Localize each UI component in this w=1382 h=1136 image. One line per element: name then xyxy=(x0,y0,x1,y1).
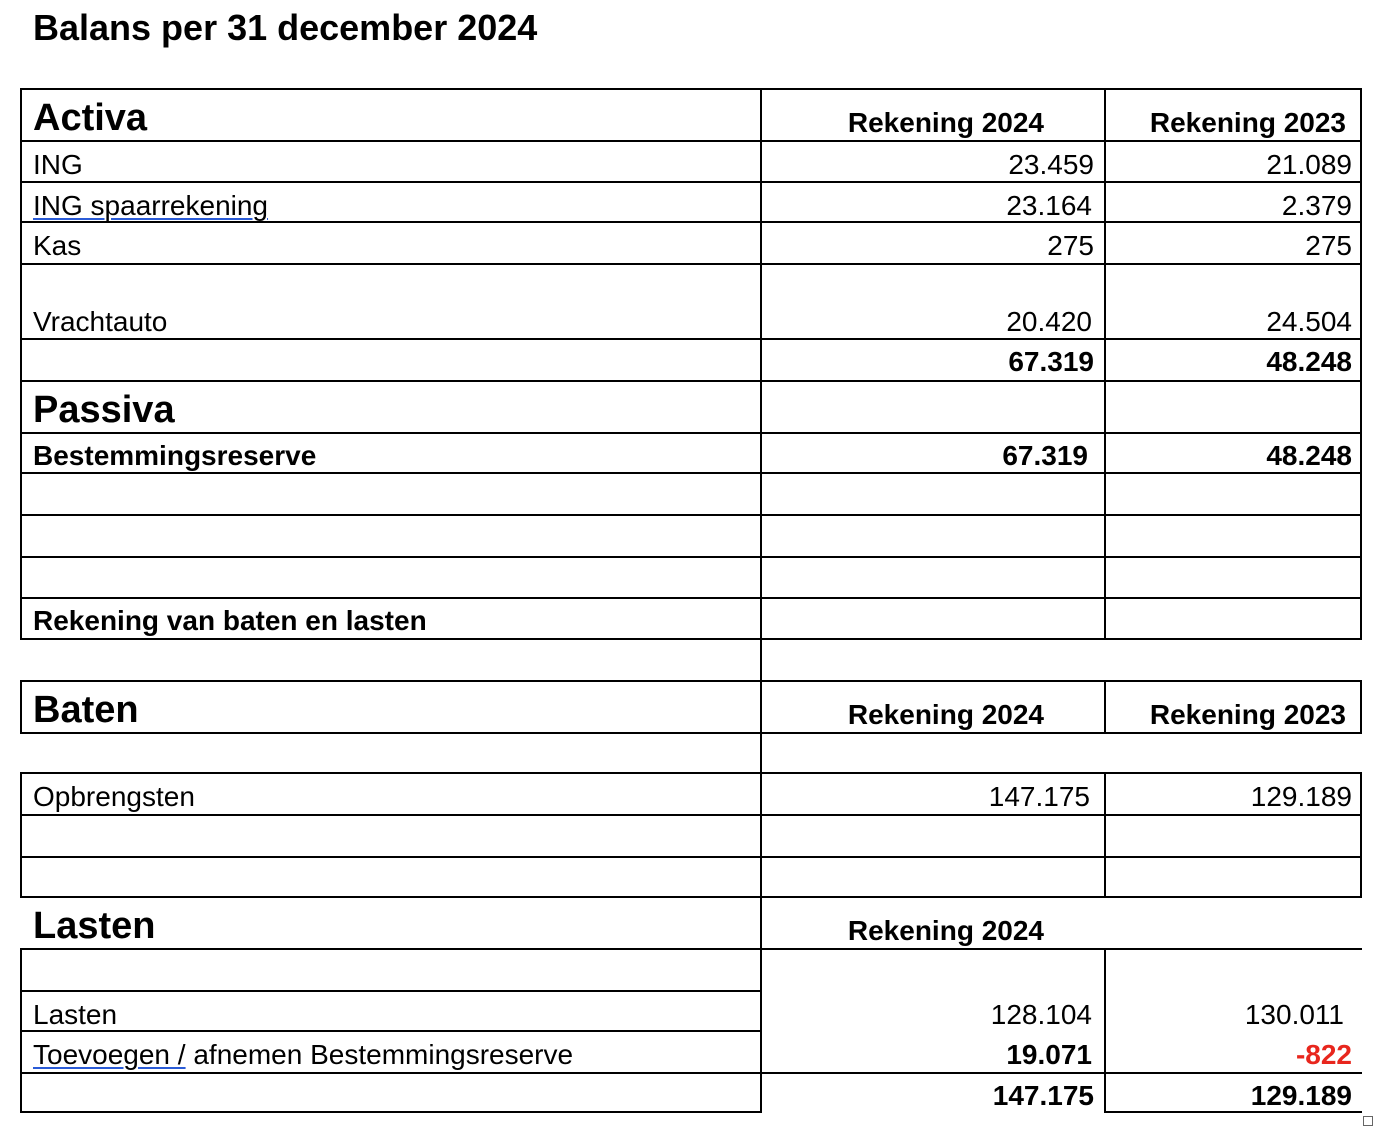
row-label: Vrachtauto xyxy=(33,306,168,337)
row-label: ING spaarrekening xyxy=(33,190,269,221)
total-2024: 147.175 xyxy=(992,1080,1094,1111)
value-2023: 129.189 xyxy=(1250,781,1352,812)
value-2024: 20.420 xyxy=(1006,306,1092,337)
row-label: Opbrengsten xyxy=(33,781,195,812)
value-2024: 275 xyxy=(1047,230,1094,261)
value-2023: 24.504 xyxy=(1266,306,1352,337)
total-2023: 129.189 xyxy=(1250,1080,1352,1111)
section-heading: Rekening van baten en lasten xyxy=(33,605,427,636)
value-2024: 23.164 xyxy=(1006,190,1092,221)
table-resize-handle[interactable] xyxy=(1363,1116,1373,1126)
page-title: Balans per 31 december 2024 xyxy=(33,7,538,48)
column-header-2024: Rekening 2024 xyxy=(847,699,1044,730)
value-2023: 2.379 xyxy=(1281,190,1352,221)
value-2023-negative: -822 xyxy=(1295,1039,1352,1070)
value-2024: 19.071 xyxy=(1006,1039,1092,1070)
row-label: Bestemmingsreserve xyxy=(33,440,317,471)
column-header-2024: Rekening 2024 xyxy=(847,915,1044,946)
column-header-2023: Rekening 2023 xyxy=(1149,107,1346,138)
activa-heading: Activa xyxy=(33,97,148,139)
value-2023: 48.248 xyxy=(1266,440,1352,471)
value-2023: 130.011 xyxy=(1244,999,1344,1030)
column-header-2024: Rekening 2024 xyxy=(847,107,1044,138)
row-label: ING xyxy=(33,149,83,180)
value-2023: 275 xyxy=(1305,230,1352,261)
value-2024: 67.319 xyxy=(1002,440,1088,471)
total-2024: 67.319 xyxy=(1008,346,1094,377)
row-label xyxy=(33,1040,573,1070)
column-header-2023: Rekening 2023 xyxy=(1149,699,1346,730)
value-2024: 147.175 xyxy=(988,781,1090,812)
value-2023: 21.089 xyxy=(1266,149,1352,180)
total-2023: 48.248 xyxy=(1266,346,1352,377)
row-label: Kas xyxy=(33,230,82,261)
baten-heading: Baten xyxy=(33,689,139,731)
row-label: Lasten xyxy=(33,999,118,1030)
value-2024: 128.104 xyxy=(990,999,1092,1030)
lasten-heading: Lasten xyxy=(33,905,156,947)
row-label-part: afnemen Bestemmingsreserve xyxy=(185,1039,574,1070)
value-2024: 23.459 xyxy=(1008,149,1094,180)
row-label-part: Toevoegen / xyxy=(33,1039,186,1070)
passiva-heading: Passiva xyxy=(33,389,175,431)
